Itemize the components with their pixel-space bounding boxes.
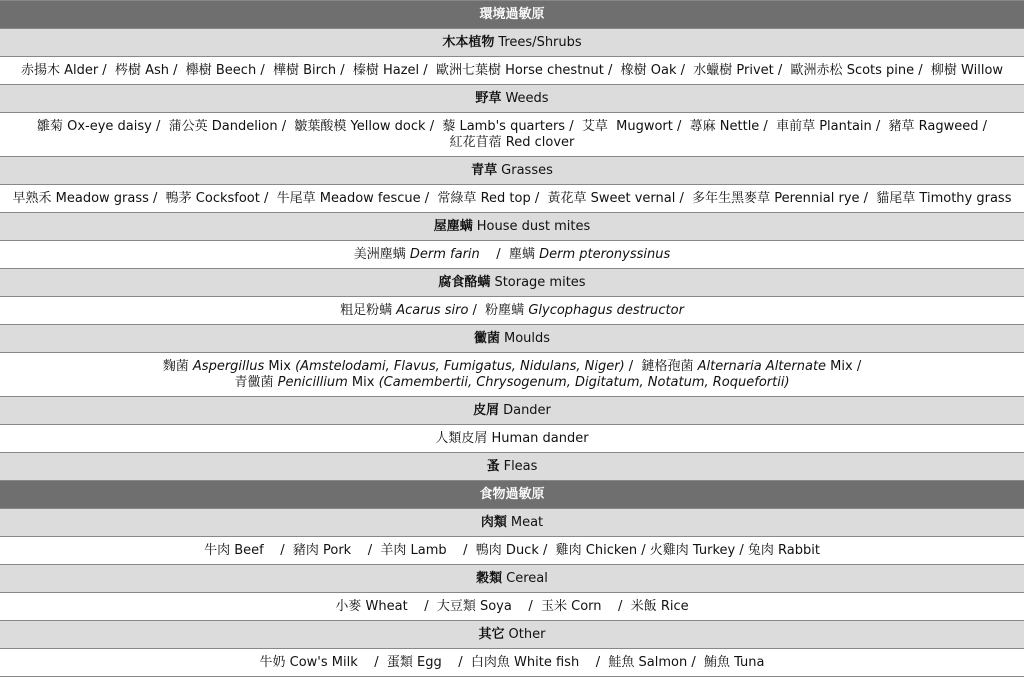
category-header-dander [0, 397, 1024, 425]
allergen-text: 粗足粉螨 [340, 302, 397, 318]
category-name-zh: 其它 [478, 626, 505, 642]
allergen-list-grasses [0, 185, 1024, 213]
allergen-list-text [335, 599, 688, 615]
latin-name: Derm farin [409, 246, 480, 262]
category-name-zh: 肉類 [480, 514, 507, 530]
category-name-zh: 皮屑 [473, 402, 500, 418]
category-header-meat [0, 509, 1024, 537]
category-name-en: Dander [503, 402, 551, 418]
allergen-list-house-dust-mites [0, 241, 1024, 269]
allergen-list-dander [0, 425, 1024, 453]
category-name-zh: 穀類 [476, 570, 503, 586]
category-name-zh: 黴菌 [473, 330, 500, 346]
allergen-list-text [259, 655, 764, 671]
latin-name: Penicillium [277, 374, 348, 390]
latin-name: (Camembertii, Chrysogenum, Digitatum, Notatum, Roquefortii) [378, 374, 790, 390]
allergen-line: 紅花苜蓿 Red clover [449, 134, 575, 150]
allergen-line: 赤揚木 Alder / 梣樹 Ash / 櫸樹 Beech / 樺樹 Birch / 榛樹 Hazel / 歐洲七葉樹 Horse chestnut / 橡樹 Oak / 水蠟樹 Privet / 歐洲赤松 Scots pine / 柳樹 Willow [20, 62, 1004, 78]
allergen-line: 雛菊 Ox-eye daisy / 蒲公英 Dandelion / 皺葉酸模 Yellow dock / 藜 Lamb's quarters / 艾草 Mugwort / 蕁麻 Nettle / 車前草 Plantain / 豬草 Ragweed / [36, 118, 988, 134]
category-header-house-dust-mites [0, 213, 1024, 241]
category-name-en: Weeds [505, 90, 549, 106]
category-name-en: Other [508, 626, 546, 642]
allergen-list-text [340, 303, 684, 319]
latin-name: (Amstelodami, Flavus, Fumigatus, Nidulans, Niger) [295, 358, 625, 374]
allergen-list-weeds [0, 113, 1024, 157]
allergen-line: 早熟禾 Meadow grass / 鴨茅 Cocksfoot / 牛尾草 Meadow fescue / 常綠草 Red top / 黃花草 Sweet vernal / 多年生黑麥草 Perennial rye / 貓尾草 Timothy grass [12, 190, 1012, 206]
category-name-zh: 野草 [475, 90, 502, 106]
category-header-trees-shrubs [0, 29, 1024, 57]
category-header-weeds [0, 85, 1024, 113]
allergen-list-moulds [0, 353, 1024, 397]
latin-name: Glycophagus destructor [528, 302, 684, 318]
category-name-zh: 屋塵螨 [433, 218, 473, 234]
allergen-text: / 塵螨 [479, 246, 540, 262]
allergen-list-cereal [0, 593, 1024, 621]
allergen-list-other [0, 649, 1024, 677]
allergen-text: 美洲塵螨 [353, 246, 410, 262]
category-name-en: Storage mites [494, 274, 586, 290]
category-name-zh: 青草 [471, 162, 498, 178]
section-header: 環境過敏原 [0, 1, 1024, 29]
latin-name: Alternaria Alternate [697, 358, 827, 374]
category-header-moulds [0, 325, 1024, 353]
allergen-line: 牛奶 Cow's Milk / 蛋類 Egg / 白肉魚 White fish / 鮭魚 Salmon / 鮪魚 Tuna [259, 654, 765, 670]
allergen-line [163, 375, 861, 391]
allergen-line [163, 359, 861, 375]
allergen-list-text [13, 191, 1012, 207]
allergen-line: 牛肉 Beef / 豬肉 Pork / 羊肉 Lamb / 鴨肉 Duck / 雞肉 Chicken / 火雞肉 Turkey / 兔肉 Rabbit [204, 542, 820, 558]
allergen-list-text [354, 247, 670, 263]
allergen-text: 麴菌 [162, 358, 193, 374]
category-name-en: Grasses [501, 162, 553, 178]
category-name-zh: 蚤 [486, 458, 500, 474]
section-header: 食物過敏原 [0, 481, 1024, 509]
category-header-cereal [0, 565, 1024, 593]
allergen-line [340, 303, 684, 319]
category-name-zh: 腐食酪螨 [438, 274, 491, 290]
allergen-list-text [204, 543, 820, 559]
category-name-zh: 木本植物 [442, 34, 495, 50]
latin-name: Aspergillus [192, 358, 265, 374]
category-header-grasses [0, 157, 1024, 185]
allergen-list-text [21, 63, 1003, 79]
category-header-fleas [0, 453, 1024, 481]
allergen-list-meat [0, 537, 1024, 565]
category-name-en: Moulds [503, 330, 551, 346]
category-name-en: House dust mites [476, 218, 591, 234]
allergen-list-text [37, 119, 987, 151]
allergen-text: Mix [347, 374, 379, 390]
allergen-line [354, 247, 670, 263]
allergen-list-text [163, 359, 861, 391]
allergen-list-storage-mites [0, 297, 1024, 325]
latin-name: Derm pteronyssinus [539, 246, 671, 262]
category-name-en: Cereal [506, 570, 548, 586]
category-name-en: Fleas [503, 458, 538, 474]
allergen-line: 人類皮屑 Human dander [435, 430, 589, 446]
allergen-list-trees-shrubs [0, 57, 1024, 85]
allergen-text: Mix [264, 358, 296, 374]
category-name-en: Trees/Shrubs [498, 34, 582, 50]
category-header-other [0, 621, 1024, 649]
allergen-text: 青黴菌 [234, 374, 278, 390]
allergen-text: / 鏈格孢菌 [624, 358, 698, 374]
allergen-text: Mix / [826, 358, 862, 374]
latin-name: Acarus siro [396, 302, 469, 318]
allergen-text: / 粉塵螨 [468, 302, 529, 318]
category-name-en: Meat [510, 514, 544, 530]
category-header-storage-mites [0, 269, 1024, 297]
allergen-line: 小麥 Wheat / 大豆類 Soya / 玉米 Corn / 米飯 Rice [335, 598, 689, 614]
allergen-list-text [435, 431, 588, 447]
